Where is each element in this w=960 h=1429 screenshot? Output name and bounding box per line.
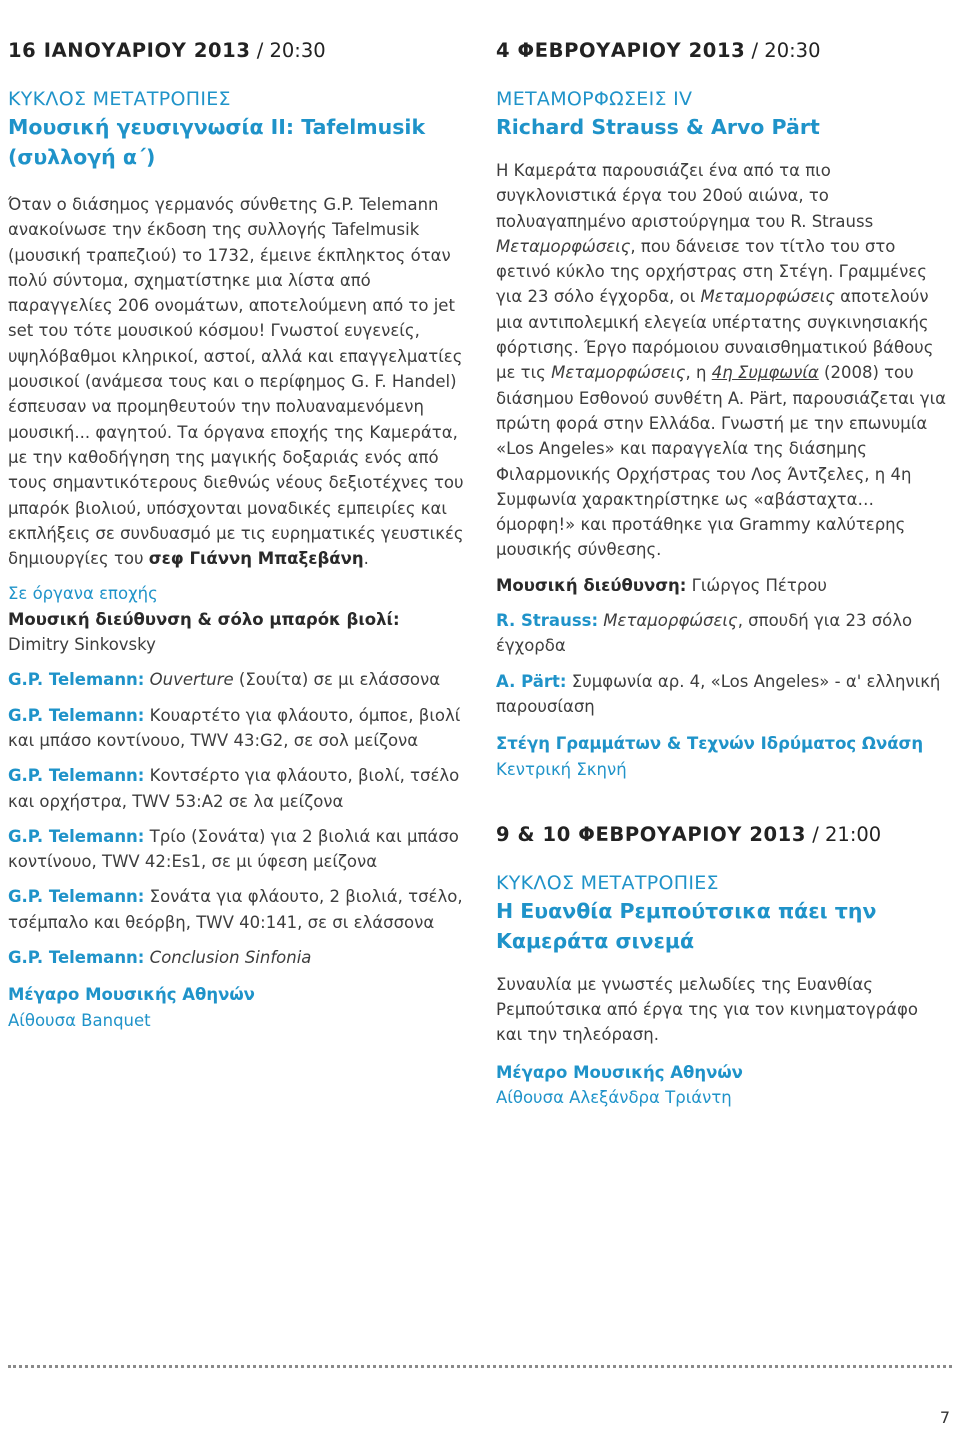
description-italic: Μεταμορφώσεις [700,287,835,307]
direction-label: Μουσική διεύθυνση & σόλο μπαρόκ βιολί: [8,609,400,629]
series-label: ΜΕΤΑΜΟΡΦΩΣΕΙΣ IV [496,88,693,110]
event-title-line-1: Μουσική γευσιγνωσία ΙΙ: Tafelmusik [8,115,426,139]
program-item [496,608,948,659]
program-composer: G.P. Telemann: [8,705,145,725]
description-text: Η Καμεράτα παρουσιάζει ένα από τα πιο συγκλονιστικά έργα του 20ού αιώνα, το πολυαγαπημένο αριστούργημα του R. Strauss [496,161,874,231]
page-number: 7 [939,1408,950,1427]
program-item [8,824,470,875]
program-item [8,703,470,754]
program-composer: G.P. Telemann: [8,766,145,786]
program-work: , σπουδή για 23 σόλο έγχορδα [496,611,913,656]
program-composer: G.P. Telemann: [8,670,145,690]
venue-name: Μέγαρο Μουσικής Αθηνών [8,985,255,1005]
program-work: Συμφωνία αρ. 4, «Los Angeles» - α' ελληνική παρουσίαση [496,671,941,716]
program-composer: G.P. Telemann: [8,826,145,846]
venue-name: Στέγη Γραμμάτων & Τεχνών Ιδρύματος Ωνάση [496,734,924,754]
event-date-line [496,38,948,64]
program-work: Κοντσέρτο για φλάουτο, βιολί, τσέλο και ορχήστρα, TWV 53:A2 σε λα μείζονα [8,766,460,811]
event-time: 21:00 [825,822,882,846]
venue-hall: Κεντρική Σκηνή [496,759,627,779]
direction-name: Γιώργος Πέτρου [686,575,827,595]
program-item [8,667,470,692]
performers-block [8,581,470,657]
program-work: (Σουίτα) σε μι ελάσσονα [233,670,441,690]
event-date: 4 ΦΕΒΡΟΥΑΡΙΟΥ 2013 [496,39,746,62]
time-separator: / [250,39,270,62]
instruments-note: Σε όργανα εποχής [8,584,158,604]
program-item [8,945,470,970]
description-text: , η [685,363,712,383]
series-label: ΚΥΚΛΟΣ ΜΕΤΑΤΡΟΠΙΕΣ [496,871,719,894]
footer-divider [8,1365,952,1368]
venue-block [496,1060,948,1111]
description-italic: Μεταμορφώσεις [496,236,631,256]
event-time: 20:30 [764,39,821,62]
venue-block [8,982,470,1033]
program-item [8,884,470,935]
program-work-italic: Μεταμορφώσεις [598,611,738,631]
time-separator: / [745,39,765,62]
description-text: (2008) του διάσημου Εσθονού συνθέτη A. Pärt, παρουσιάζεται για πρώτη φορά στην Ελλάδα. Γνωστή με την επωνυμία «Los Angeles» και παραγγελία της διάσημης Φιλαρμονικής Ορχήστρας του Λος Άντζελες, η 4η Συμφωνία χαρακτηρίστηκε ως «αβάσταχτα… όμορφη!» και προτάθηκε για Grammy καλύτερης μουσικής σύνθεσης. [496,363,947,560]
description-text: Συναυλία με γνωστές μελωδίες της Ευανθίας Ρεμπούτσικα από έργα της για τον κινηματογράφο και την τηλεόραση. [496,974,918,1045]
chef-end: . [363,549,369,569]
event-date-line [8,38,470,64]
venue-block [496,731,948,782]
event-title [8,112,470,172]
program-work-italic: Conclusion Sinfonia [149,948,312,968]
program-list [8,667,470,970]
program-composer: G.P. Telemann: [8,948,145,968]
description-text: αποτελούν μια αντιπολεμική ελεγεία υπέρτατης συγκινησιακής φόρτισης. Έργο παρόμοιου συναισθηματικού βάθους με τις [496,287,934,383]
description-italic: 4η Συμφωνία [711,363,819,383]
direction-name: Dimitry Sinkovsky [8,635,156,655]
right-column [496,38,948,1110]
program-item [496,669,948,720]
series-label: ΚΥΚΛΟΣ ΜΕΤΑΤΡΟΠΙΕΣ [8,88,231,110]
program-work: Σονάτα για φλάουτο, 2 βιολιά, τσέλο, τσέμπαλο και θεόρβη, TWV 40:141, σε σι ελάσσονα [8,887,463,932]
venue-name: Μέγαρο Μουσικής Αθηνών [496,1062,743,1082]
venue-hall: Αίθουσα Αλεξάνδρα Τριάντη [496,1088,732,1108]
program-work: Κουαρτέτο για φλάουτο, όμποε, βιολί και μπάσο κοντίνουο, TWV 43:G2, σε σολ μείζονα [8,705,461,750]
venue-hall: Αίθουσα Banquet [8,1010,151,1030]
left-column [8,38,470,1033]
direction-line [496,573,948,598]
event-description [8,192,470,571]
program-work: Τρίο (Σονάτα) για 2 βιολιά και μπάσο κοντίνουο, TWV 42:Es1, σε μι ύφεση μείζονα [8,826,459,872]
program-composer: G.P. Telemann: [8,887,145,907]
event-time: 20:30 [269,39,326,62]
direction-label: Μουσική διεύθυνση: [496,575,687,595]
description-text: , που δάνεισε τον τίτλο του στο φετινό κύκλο της ορχήστρας στη Στέγη. Γραμμένες για 23 σόλο έγχορδα, οι [496,236,927,307]
event-title: Richard Strauss & Arvo Pärt [496,115,820,139]
chef-name: σεφ Γιάννη Μπαξεβάνη [148,549,364,569]
event-title-line-2: (συλλογή α΄) [8,145,156,169]
program-composer: A. Pärt: [496,671,567,691]
event-date: 16 ΙΑΝΟΥΑΡΙΟΥ 2013 [8,39,251,62]
event-date: 9 & 10 ΦΕΒΡΟΥΑΡΙΟΥ 2013 [496,822,807,846]
program-work-italic: Ouverture [149,670,234,690]
description-text: Όταν ο διάσημος γερμανός σύνθετης G.P. Telemann ανακοίνωσε την έκδοση της συλλογής Tafelmusik (μουσική τραπεζιού) το 1732, έμεινε έκπληκτος όταν πολύ σύντομα, σχηματίστηκε μια λίστα από παραγγελίες 206 ονομάτων, αποτελούμενη από το jet set του τότε μουσικού κόσμου! Γνωστοί ευγενείς, υψηλόβαθμοι κληρικοί, αστοί, αλλά και επαγγελματίες μουσικοί (ανάμεσα τους και ο περίφημος G. F. Handel) έσπευσαν να προμηθευτούν την πολυαναμενόμενη μουσική... φαγητού. Τα όργανα εποχής της Καμεράτα, με την καθοδήγηση της μαγικής δοξαριάς ενός από τους σημαντικότερους διεθνώς νέους δεξιοτέχνες του μπαρόκ βιολιού, υπόσχονται μοναδικές εμπειρίες και εκπλήξεις σε συνδυασμό με τις ευρηματικές γευστικές δημιουργίες του [8,195,464,569]
program-composer: R. Strauss: [496,611,599,631]
event-description [496,158,948,563]
program-item [8,763,470,814]
event-description [496,972,948,1048]
event-date-line [496,822,948,848]
description-italic: Μεταμορφώσεις [551,363,686,383]
time-separator: / [806,822,825,846]
event-title: Η Ευανθία Ρεμπούτσικα πάει την Καμεράτα σινεμά [496,898,877,953]
